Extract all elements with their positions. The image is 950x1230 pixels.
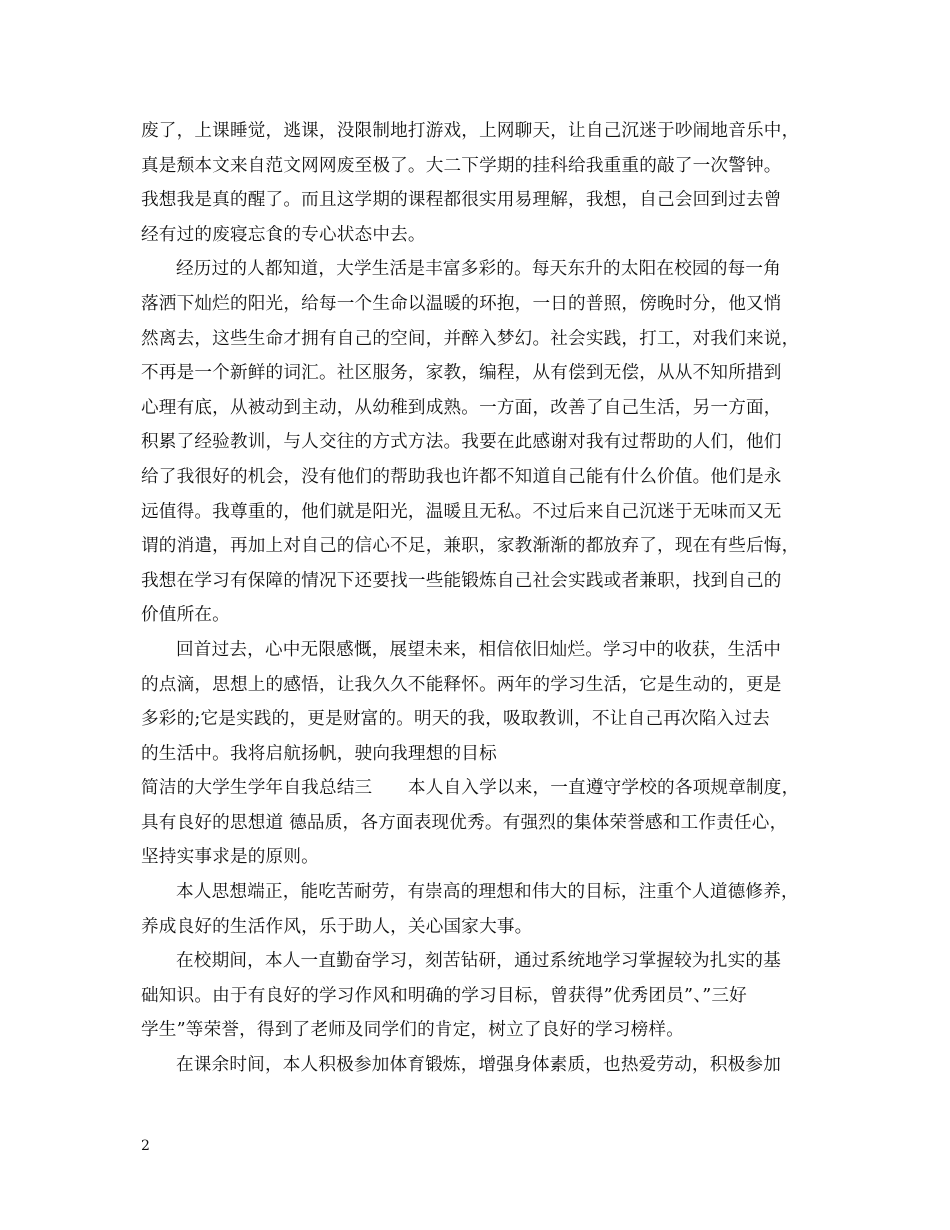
text-line: 坚持实事求是的原则。 <box>141 847 319 868</box>
text-line: 础知识。由于有良好的学习作风和明确的学习目标，曾获得”优秀团员”、”三好 <box>141 985 747 1006</box>
text-line: 多彩的;它是实践的，更是财富的。明天的我，吸取教训，不让自己再次陷入过去 <box>141 709 770 730</box>
text-line: 具有良好的思想道 德品质，各方面表现优秀。有强烈的集体荣誉感和工作责任心， <box>141 812 788 833</box>
text-line: 我想我是真的醒了。而且这学期的课程都很实用易理解，我想，自己会回到过去曾 <box>141 190 782 211</box>
text-line: 学生”等荣誉，得到了老师及同学们的肯定，树立了良好的学习榜样。 <box>141 1020 685 1041</box>
text-line: 经历过的人都知道，大学生活是丰富多彩的。每天东升的太阳在校园的每一角 <box>176 259 781 280</box>
text-line: 的点滴，思想上的感悟，让我久久不能释怀。两年的学习生活，它是生动的，更是 <box>141 674 782 695</box>
text-line: 本人思想端正，能吃苦耐劳，有崇高的理想和伟大的目标，注重个人道德修养， <box>176 882 799 903</box>
text-line: 谓的消遣，再加上对自己的信心不足，兼职，家教渐渐的都放弃了，现在有些后悔， <box>141 536 800 557</box>
page-number: 2 <box>141 1138 150 1154</box>
text-line: 给了我很好的机会，没有他们的帮助我也许都不知道自己能有什么价值。他们是永 <box>141 466 782 487</box>
text-line: 然离去，这些生命才拥有自己的空间，并醉入梦幻。社会实践，打工，对我们来说， <box>141 328 800 349</box>
body-text <box>141 114 841 1083</box>
text-line: 在课余时间，本人积极参加体育锻炼，增强身体素质，也热爱劳动，积极参加 <box>176 1055 781 1076</box>
text-line: 的生活中。我将启航扬帆，驶向我理想的目标 <box>141 743 497 764</box>
text-line: 养成良好的生活作风，乐于助人，关心国家大事。 <box>141 916 533 937</box>
text-line: 简洁的大学生学年自我总结三 本人自入学以来，一直遵守学校的各项规章制度， <box>141 778 800 799</box>
text-line: 远值得。我尊重的，他们就是阳光，温暖且无私。不过后来自己沉迷于无味而又无 <box>141 501 782 522</box>
text-line: 价值所在。 <box>141 605 230 626</box>
text-line: 心理有底，从被动到主动，从幼稚到成熟。一方面，改善了自己生活，另一方面， <box>141 397 782 418</box>
text-line: 真是颓本文来自范文网网废至极了。大二下学期的挂科给我重重的敲了一次警钟。 <box>141 155 782 176</box>
text-line: 回首过去，心中无限感慨，展望未来，相信依旧灿烂。学习中的收获，生活中 <box>176 639 781 660</box>
text-line: 不再是一个新鲜的词汇。社区服务，家教，编程，从有偿到无偿，从从不知所措到 <box>141 363 782 384</box>
text-line: 经有过的废寝忘食的专心状态中去。 <box>141 224 426 245</box>
text-line: 我想在学习有保障的情况下还要找一些能锻炼自己社会实践或者兼职，找到自己的 <box>141 570 782 591</box>
text-line: 在校期间，本人一直勤奋学习，刻苦钻研，通过系统地学习掌握较为扎实的基 <box>176 951 781 972</box>
text-line: 废了，上课睡觉，逃课，没限制地打游戏，上网聊天，让自己沉迷于吵闹地音乐中， <box>141 121 800 141</box>
text-line: 积累了经验教训，与人交往的方式方法。我要在此感谢对我有过帮助的人们，他们 <box>141 432 782 453</box>
text-line: 落洒下灿烂的阳光，给每一个生命以温暖的环抱，一日的普照，傍晚时分，他又悄 <box>141 293 782 314</box>
